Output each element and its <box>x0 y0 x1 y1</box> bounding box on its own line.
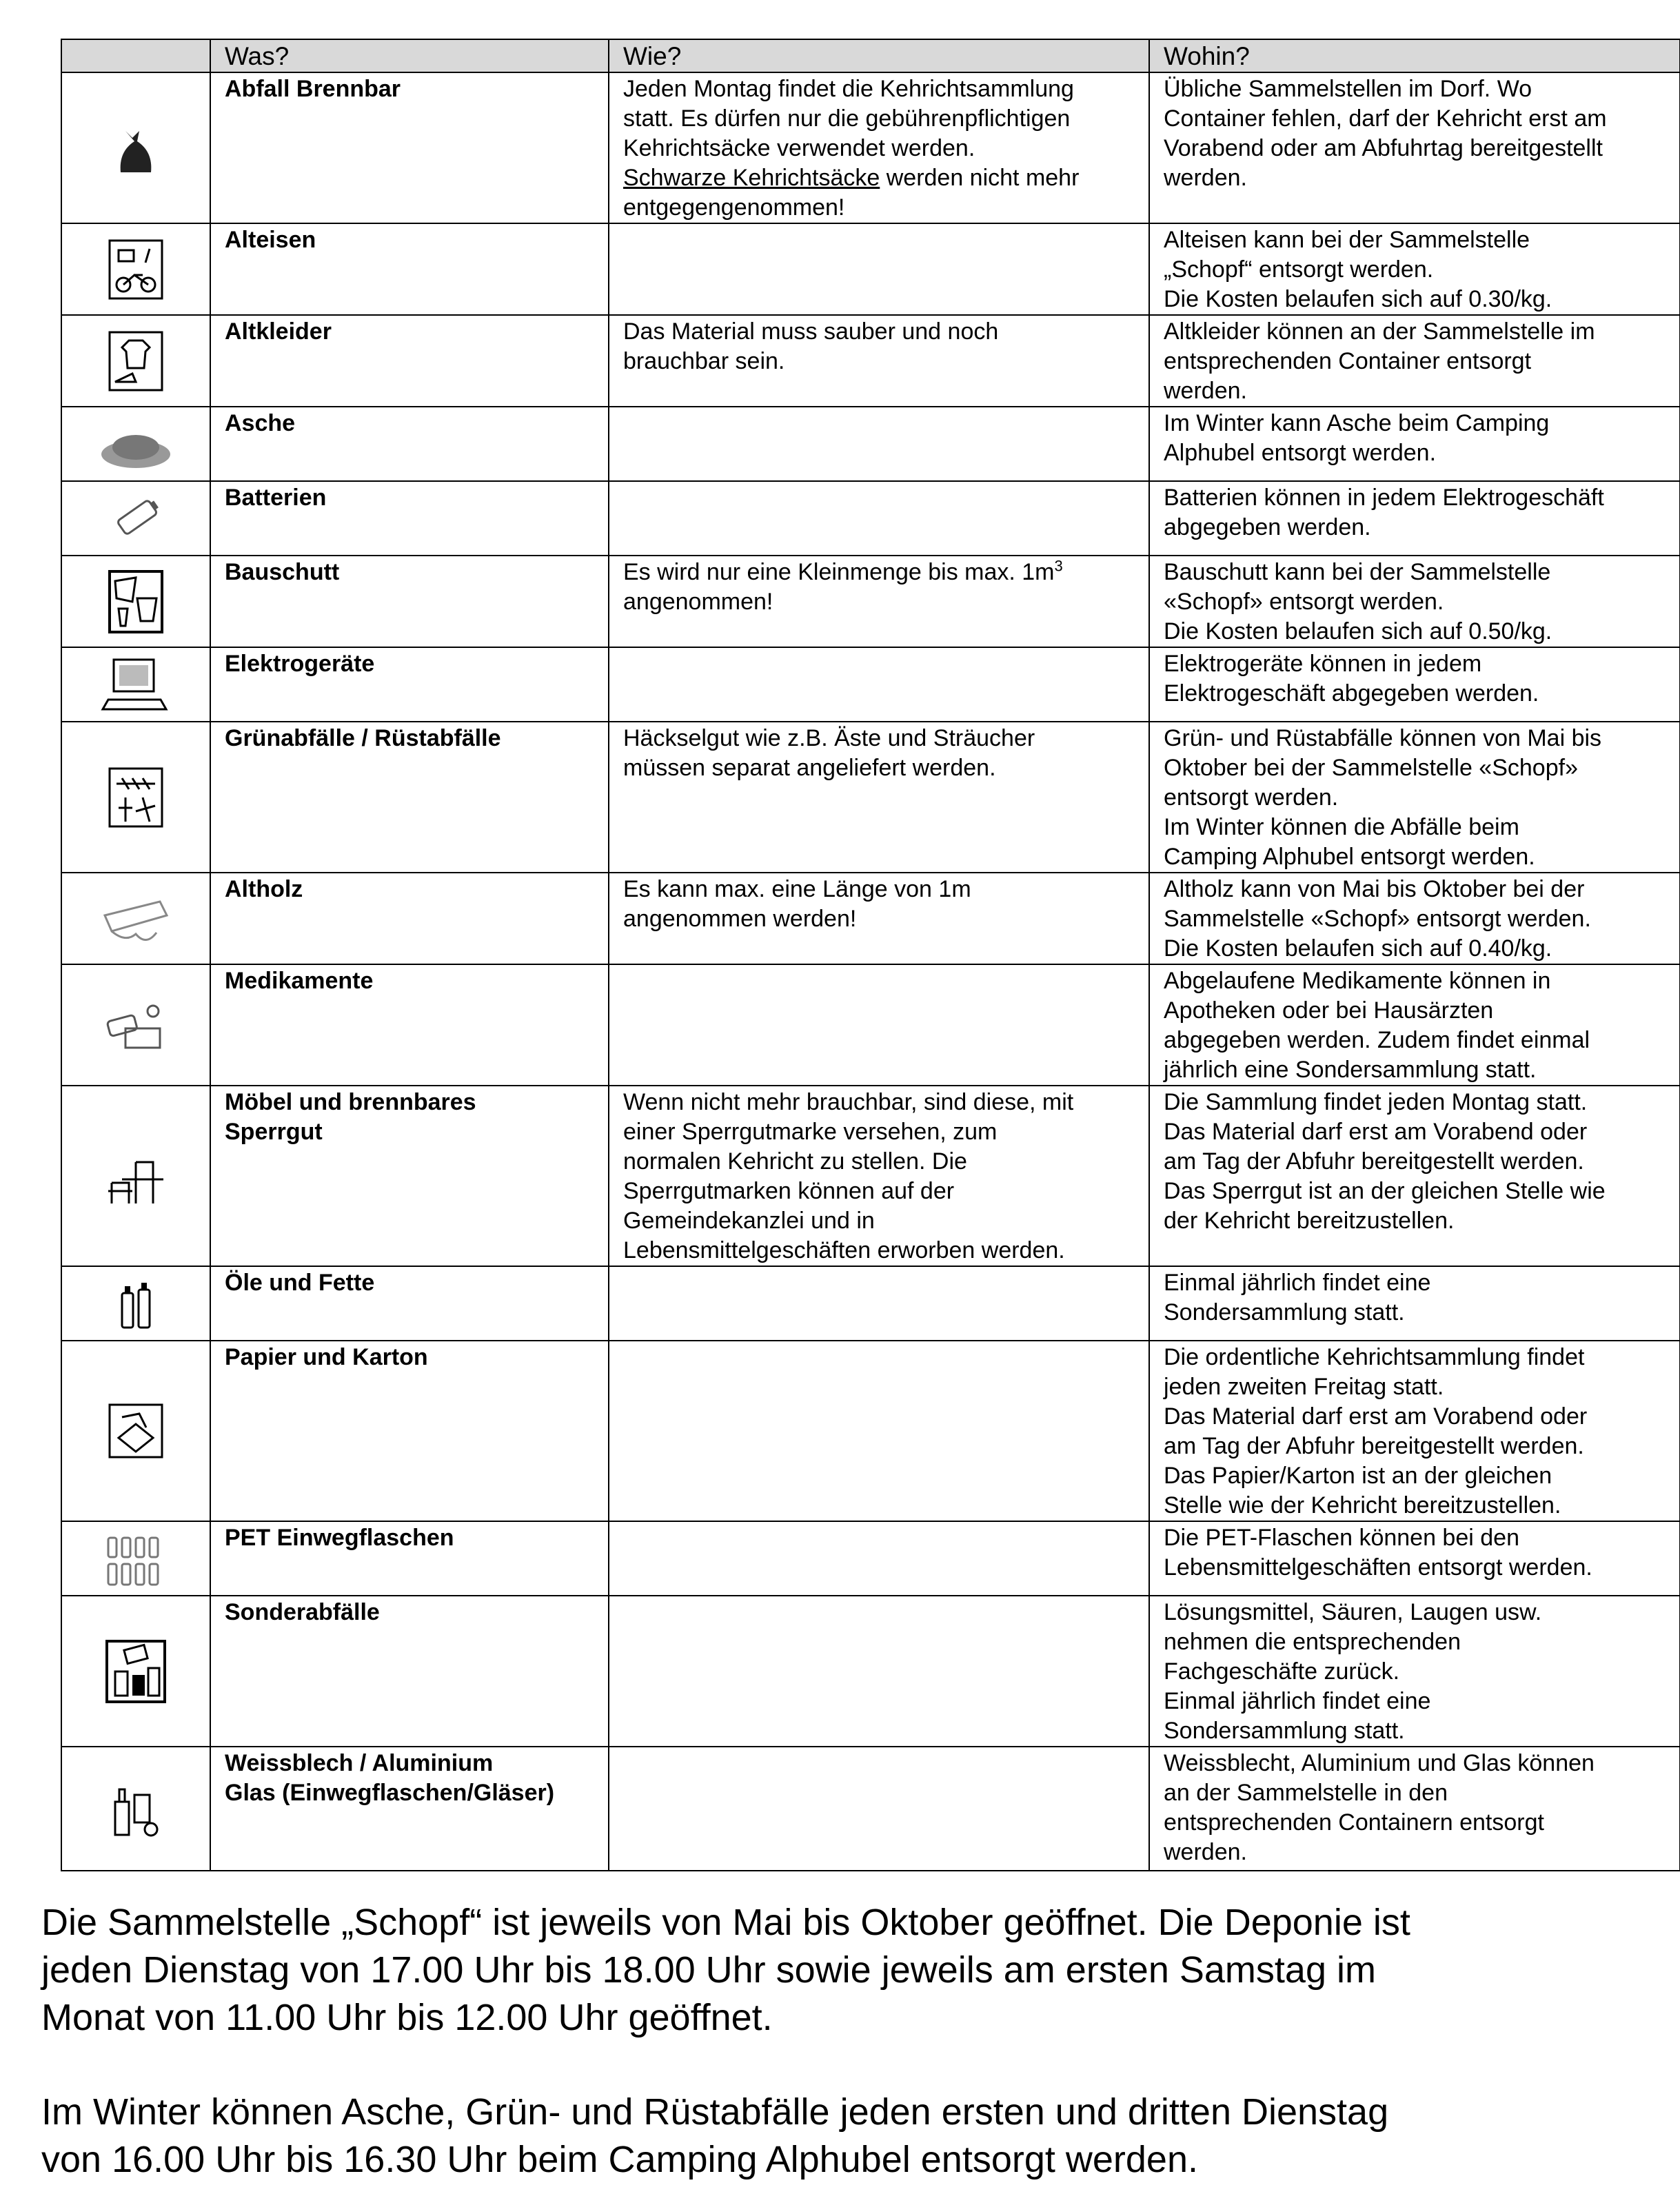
furniture-icon <box>94 1161 177 1188</box>
wohin-line: Alteisen kann bei der Sammelstelle <box>1164 227 1530 253</box>
cell-was <box>210 407 609 481</box>
cell-wie <box>609 1086 1149 1266</box>
table-header-row <box>61 39 1680 72</box>
cell-wohin <box>1149 647 1680 722</box>
wohin-line: Vorabend oder am Abfuhrtag bereitgestellt <box>1164 135 1603 161</box>
wie-line: Jeden Montag findet die Kehrichtsammlung <box>623 76 1074 102</box>
wohin-line: Die Kosten belaufen sich auf 0.50/kg. <box>1164 618 1552 644</box>
wohin-line: nehmen die entsprechenden <box>1164 1629 1461 1655</box>
wohin-line: Das Papier/Karton ist an der gleichen <box>1164 1463 1552 1489</box>
was-line: Weissblech / Aluminium <box>225 1750 494 1776</box>
table-row <box>61 1266 1680 1341</box>
wohin-line: Einmal jährlich findet eine <box>1164 1688 1431 1714</box>
row-icon-cell <box>61 722 210 873</box>
cell-wohin <box>1149 556 1680 647</box>
cell-wie <box>609 964 1149 1086</box>
cell-wohin <box>1149 315 1680 407</box>
wie-line: Es wird nur eine Kleinmenge bis max. $1m^3$ <box>623 557 1063 585</box>
table-row <box>61 1086 1680 1266</box>
row-icon-cell <box>61 407 210 481</box>
computer-icon <box>94 670 177 696</box>
wie-line: Wenn nicht mehr brauchbar, sind diese, mit <box>623 1089 1074 1115</box>
was-line: Elektrogeräte <box>225 651 375 677</box>
row-icon-cell <box>61 1086 210 1266</box>
cell-was <box>210 223 609 315</box>
wohin-line: werden. <box>1164 378 1247 404</box>
was-line: Abfall Brennbar <box>225 76 401 102</box>
table-row <box>61 722 1680 873</box>
table-row <box>61 964 1680 1086</box>
pet-bottles-icon <box>94 1544 177 1570</box>
wohin-line: entsorgt werden. <box>1164 784 1339 811</box>
wohin-line: Container fehlen, darf der Kehricht erst am <box>1164 105 1607 132</box>
wohin-line: Lösungsmittel, Säuren, Laugen usw. <box>1164 1599 1542 1625</box>
wohin-line: Altkleider können an der Sammelstelle im <box>1164 318 1595 345</box>
green-waste-icon <box>94 782 177 809</box>
was-line: Sperrgut <box>225 1119 323 1145</box>
was-line: PET Einwegflaschen <box>225 1525 454 1551</box>
cell-was <box>210 1086 609 1266</box>
wohin-line: abgegeben werden. <box>1164 514 1371 540</box>
was-line: Medikamente <box>225 968 374 994</box>
cell-wohin <box>1149 1596 1680 1747</box>
wie-line: normalen Kehricht zu stellen. Die <box>623 1148 967 1175</box>
cell-wohin <box>1149 1341 1680 1521</box>
battery-icon <box>94 504 177 530</box>
old-clothes-icon <box>94 346 177 372</box>
cell-wohin <box>1149 1086 1680 1266</box>
footer-opening-hours <box>41 1899 1627 2042</box>
rubble-icon <box>94 587 177 613</box>
wohin-line: Sammelstelle «Schopf» entsorgt werden. <box>1164 906 1591 932</box>
wohin-line: Sondersammlung statt. <box>1164 1718 1405 1744</box>
cell-wie <box>609 1747 1149 1871</box>
wohin-line: Das Material darf erst am Vorabend oder <box>1164 1403 1588 1430</box>
was-line: Grünabfälle / Rüstabfälle <box>225 725 501 751</box>
table-row <box>61 223 1680 315</box>
wohin-line: Die PET-Flaschen können bei den <box>1164 1525 1519 1551</box>
cell-was <box>210 964 609 1086</box>
wohin-line: Stelle wie der Kehricht bereitzustellen. <box>1164 1492 1561 1518</box>
header-was: Was? <box>210 39 609 72</box>
row-icon-cell <box>61 1596 210 1747</box>
table-row <box>61 556 1680 647</box>
row-icon-cell <box>61 1266 210 1341</box>
wie-line: einer Sperrgutmarke versehen, zum <box>623 1119 998 1145</box>
cell-was <box>210 1521 609 1596</box>
wohin-line: Weissblecht, Aluminium und Glas können <box>1164 1750 1595 1776</box>
row-icon-cell <box>61 647 210 722</box>
wohin-line: Lebensmittelgeschäften entsorgt werden. <box>1164 1554 1592 1581</box>
table-row <box>61 873 1680 964</box>
row-icon-cell <box>61 556 210 647</box>
cell-was <box>210 722 609 873</box>
wohin-line: Das Material darf erst am Vorabend oder <box>1164 1119 1588 1145</box>
wie-line: Das Material muss sauber und noch <box>623 318 999 345</box>
wie-line: Häckselgut wie z.B. Äste und Sträucher <box>623 725 1035 751</box>
wohin-line: «Schopf» entsorgt werden. <box>1164 589 1444 615</box>
wohin-line: Die Kosten belaufen sich auf 0.30/kg. <box>1164 286 1552 312</box>
cell-wie <box>609 315 1149 407</box>
wohin-line: Alphubel entsorgt werden. <box>1164 440 1437 466</box>
table-row <box>61 1747 1680 1871</box>
cell-wie <box>609 1266 1149 1341</box>
wohin-line: am Tag der Abfuhr bereitgestellt werden. <box>1164 1148 1584 1175</box>
header-wie: Wie? <box>609 39 1149 72</box>
wohin-line: Im Winter kann Asche beim Camping <box>1164 410 1550 436</box>
scrap-metal-icon <box>94 254 177 281</box>
paper-icon <box>94 1416 177 1443</box>
table-row <box>61 315 1680 407</box>
wie-line: angenommen! <box>623 589 773 615</box>
table-row <box>61 72 1680 223</box>
cell-wie <box>609 1596 1149 1747</box>
was-line: Bauschutt <box>225 559 340 585</box>
wohin-line: entsprechenden Container entsorgt <box>1164 348 1532 374</box>
cell-was <box>210 1341 609 1521</box>
wie-line: statt. Es dürfen nur die gebührenpflichtigen <box>623 105 1071 132</box>
waste-disposal-table <box>61 39 1680 1871</box>
wohin-line: Im Winter können die Abfälle beim <box>1164 814 1519 840</box>
was-line: Papier und Karton <box>225 1344 428 1370</box>
cell-wie <box>609 1341 1149 1521</box>
footer-line: Monat von 11.00 Uhr bis 12.00 Uhr geöffnet. <box>41 1997 773 2038</box>
table-row <box>61 407 1680 481</box>
cell-wohin <box>1149 1266 1680 1341</box>
underlined-text: Schwarze Kehrichtsäcke <box>623 165 880 191</box>
wie-line: Gemeindekanzlei und in <box>623 1208 875 1234</box>
cell-was <box>210 1266 609 1341</box>
cell-wie <box>609 481 1149 556</box>
cell-wie <box>609 407 1149 481</box>
was-line: Möbel und brennbares <box>225 1089 476 1115</box>
row-icon-cell <box>61 223 210 315</box>
wohin-line: Elektrogeräte können in jedem <box>1164 651 1482 677</box>
was-line: Glas (Einwegflaschen/Gläser) <box>225 1780 555 1806</box>
cell-was <box>210 1596 609 1747</box>
wohin-line: jeden zweiten Freitag statt. <box>1164 1374 1444 1400</box>
footer-line: jeden Dienstag von 17.00 Uhr bis 18.00 Uhr sowie jeweils am ersten Samstag im <box>41 1949 1376 1991</box>
wohin-line: an der Sammelstelle in den <box>1164 1780 1448 1806</box>
ash-pile-icon <box>94 429 177 456</box>
superscript: 3 <box>1054 557 1063 575</box>
cell-was <box>210 1747 609 1871</box>
cell-wohin <box>1149 1521 1680 1596</box>
footer-winter-info <box>41 2089 1627 2184</box>
cell-wohin <box>1149 1747 1680 1871</box>
row-icon-cell <box>61 964 210 1086</box>
header-icon <box>61 39 210 72</box>
wohin-line: Grün- und Rüstabfälle können von Mai bis <box>1164 725 1602 751</box>
wohin-line: abgegeben werden. Zudem findet einmal <box>1164 1027 1590 1053</box>
table-row <box>61 1341 1680 1521</box>
row-icon-cell <box>61 72 210 223</box>
wohin-line: am Tag der Abfuhr bereitgestellt werden. <box>1164 1433 1584 1459</box>
cell-was <box>210 556 609 647</box>
wohin-line: der Kehricht bereitzustellen. <box>1164 1208 1455 1234</box>
wohin-line: Das Sperrgut ist an der gleichen Stelle wie <box>1164 1178 1606 1204</box>
wie-line: Schwarze Kehrichtsäcke werden nicht mehr <box>623 165 1080 191</box>
wohin-line: Batterien können in jedem Elektrogeschäft <box>1164 485 1604 511</box>
wie-line: Lebensmittelgeschäften erworben werden. <box>623 1237 1065 1263</box>
table-row <box>61 647 1680 722</box>
wie-line: Es kann max. eine Länge von 1m <box>623 876 971 902</box>
header-wohin: Wohin? <box>1149 39 1680 72</box>
cell-was <box>210 481 609 556</box>
oil-bottles-icon <box>94 1289 177 1315</box>
cell-wohin <box>1149 873 1680 964</box>
cell-was <box>210 72 609 223</box>
wie-line: entgegengenommen! <box>623 194 845 221</box>
cell-wohin <box>1149 481 1680 556</box>
wohin-line: entsprechenden Containern entsorgt <box>1164 1809 1544 1836</box>
wohin-line: „Schopf“ entsorgt werden. <box>1164 256 1434 283</box>
garbage-bag-icon <box>94 133 177 159</box>
wie-line: brauchbar sein. <box>623 348 785 374</box>
wohin-line: Die ordentliche Kehrichtsammlung findet <box>1164 1344 1585 1370</box>
footer-line: Die Sammelstelle „Schopf“ ist jeweils von Mai bis Oktober geöffnet. Die Deponie ist <box>41 1902 1410 1943</box>
footer-line: von 16.00 Uhr bis 16.30 Uhr beim Camping Alphubel entsorgt werden. <box>41 2139 1198 2180</box>
cell-was <box>210 873 609 964</box>
row-icon-cell <box>61 873 210 964</box>
cell-wie <box>609 556 1149 647</box>
was-line: Öle und Fette <box>225 1270 375 1296</box>
wohin-line: werden. <box>1164 165 1247 191</box>
wohin-line: jährlich eine Sondersammlung statt. <box>1164 1057 1537 1083</box>
wie-line: Kehrichtsäcke verwendet werden. <box>623 135 975 161</box>
was-line: Batterien <box>225 485 327 511</box>
wohin-line: Camping Alphubel entsorgt werden. <box>1164 844 1535 870</box>
cell-wie <box>609 72 1149 223</box>
cell-wie <box>609 873 1149 964</box>
wohin-line: Sondersammlung statt. <box>1164 1299 1405 1325</box>
table-row <box>61 1521 1680 1596</box>
wohin-line: Abgelaufene Medikamente können in <box>1164 968 1551 994</box>
wohin-line: werden. <box>1164 1839 1247 1865</box>
wohin-line: Apotheken oder bei Hausärzten <box>1164 997 1494 1024</box>
wohin-line: Elektrogeschäft abgegeben werden. <box>1164 680 1539 707</box>
cell-wie <box>609 722 1149 873</box>
cell-wie <box>609 647 1149 722</box>
cell-wie <box>609 223 1149 315</box>
table-row <box>61 1596 1680 1747</box>
wohin-line: Oktober bei der Sammelstelle «Schopf» <box>1164 755 1578 781</box>
wohin-line: Die Kosten belaufen sich auf 0.40/kg. <box>1164 935 1552 962</box>
was-line: Altholz <box>225 876 303 902</box>
wohin-line: Die Sammlung findet jeden Montag statt. <box>1164 1089 1588 1115</box>
wohin-line: Altholz kann von Mai bis Oktober bei der <box>1164 876 1585 902</box>
wie-line: müssen separat angeliefert werden. <box>623 755 996 781</box>
wohin-line: Einmal jährlich findet eine <box>1164 1270 1431 1296</box>
row-icon-cell <box>61 1747 210 1871</box>
cell-wohin <box>1149 223 1680 315</box>
wie-line: angenommen werden! <box>623 906 857 932</box>
cell-was <box>210 315 609 407</box>
was-line: Alteisen <box>225 227 316 253</box>
was-line: Sonderabfälle <box>225 1599 380 1625</box>
cell-wie <box>609 1521 1149 1596</box>
cell-was <box>210 647 609 722</box>
row-icon-cell <box>61 481 210 556</box>
glass-metal-icon <box>94 1794 177 1820</box>
was-line: Altkleider <box>225 318 332 345</box>
hazardous-waste-icon <box>94 1656 177 1683</box>
wood-log-icon <box>94 904 177 930</box>
table-row <box>61 481 1680 556</box>
wohin-line: Bauschutt kann bei der Sammelstelle <box>1164 559 1551 585</box>
cell-wohin <box>1149 964 1680 1086</box>
row-icon-cell <box>61 1521 210 1596</box>
was-line: Asche <box>225 410 296 436</box>
footer-line: Im Winter können Asche, Grün- und Rüstabfälle jeden ersten und dritten Dienstag <box>41 2091 1389 2133</box>
row-icon-cell <box>61 1341 210 1521</box>
cell-wohin <box>1149 407 1680 481</box>
wohin-line: Fachgeschäfte zurück. <box>1164 1658 1400 1685</box>
medicine-icon <box>94 1010 177 1037</box>
row-icon-cell <box>61 315 210 407</box>
wie-line: Sperrgutmarken können auf der <box>623 1178 955 1204</box>
cell-wohin <box>1149 722 1680 873</box>
cell-wohin <box>1149 72 1680 223</box>
wohin-line: Übliche Sammelstellen im Dorf. Wo <box>1164 76 1532 102</box>
